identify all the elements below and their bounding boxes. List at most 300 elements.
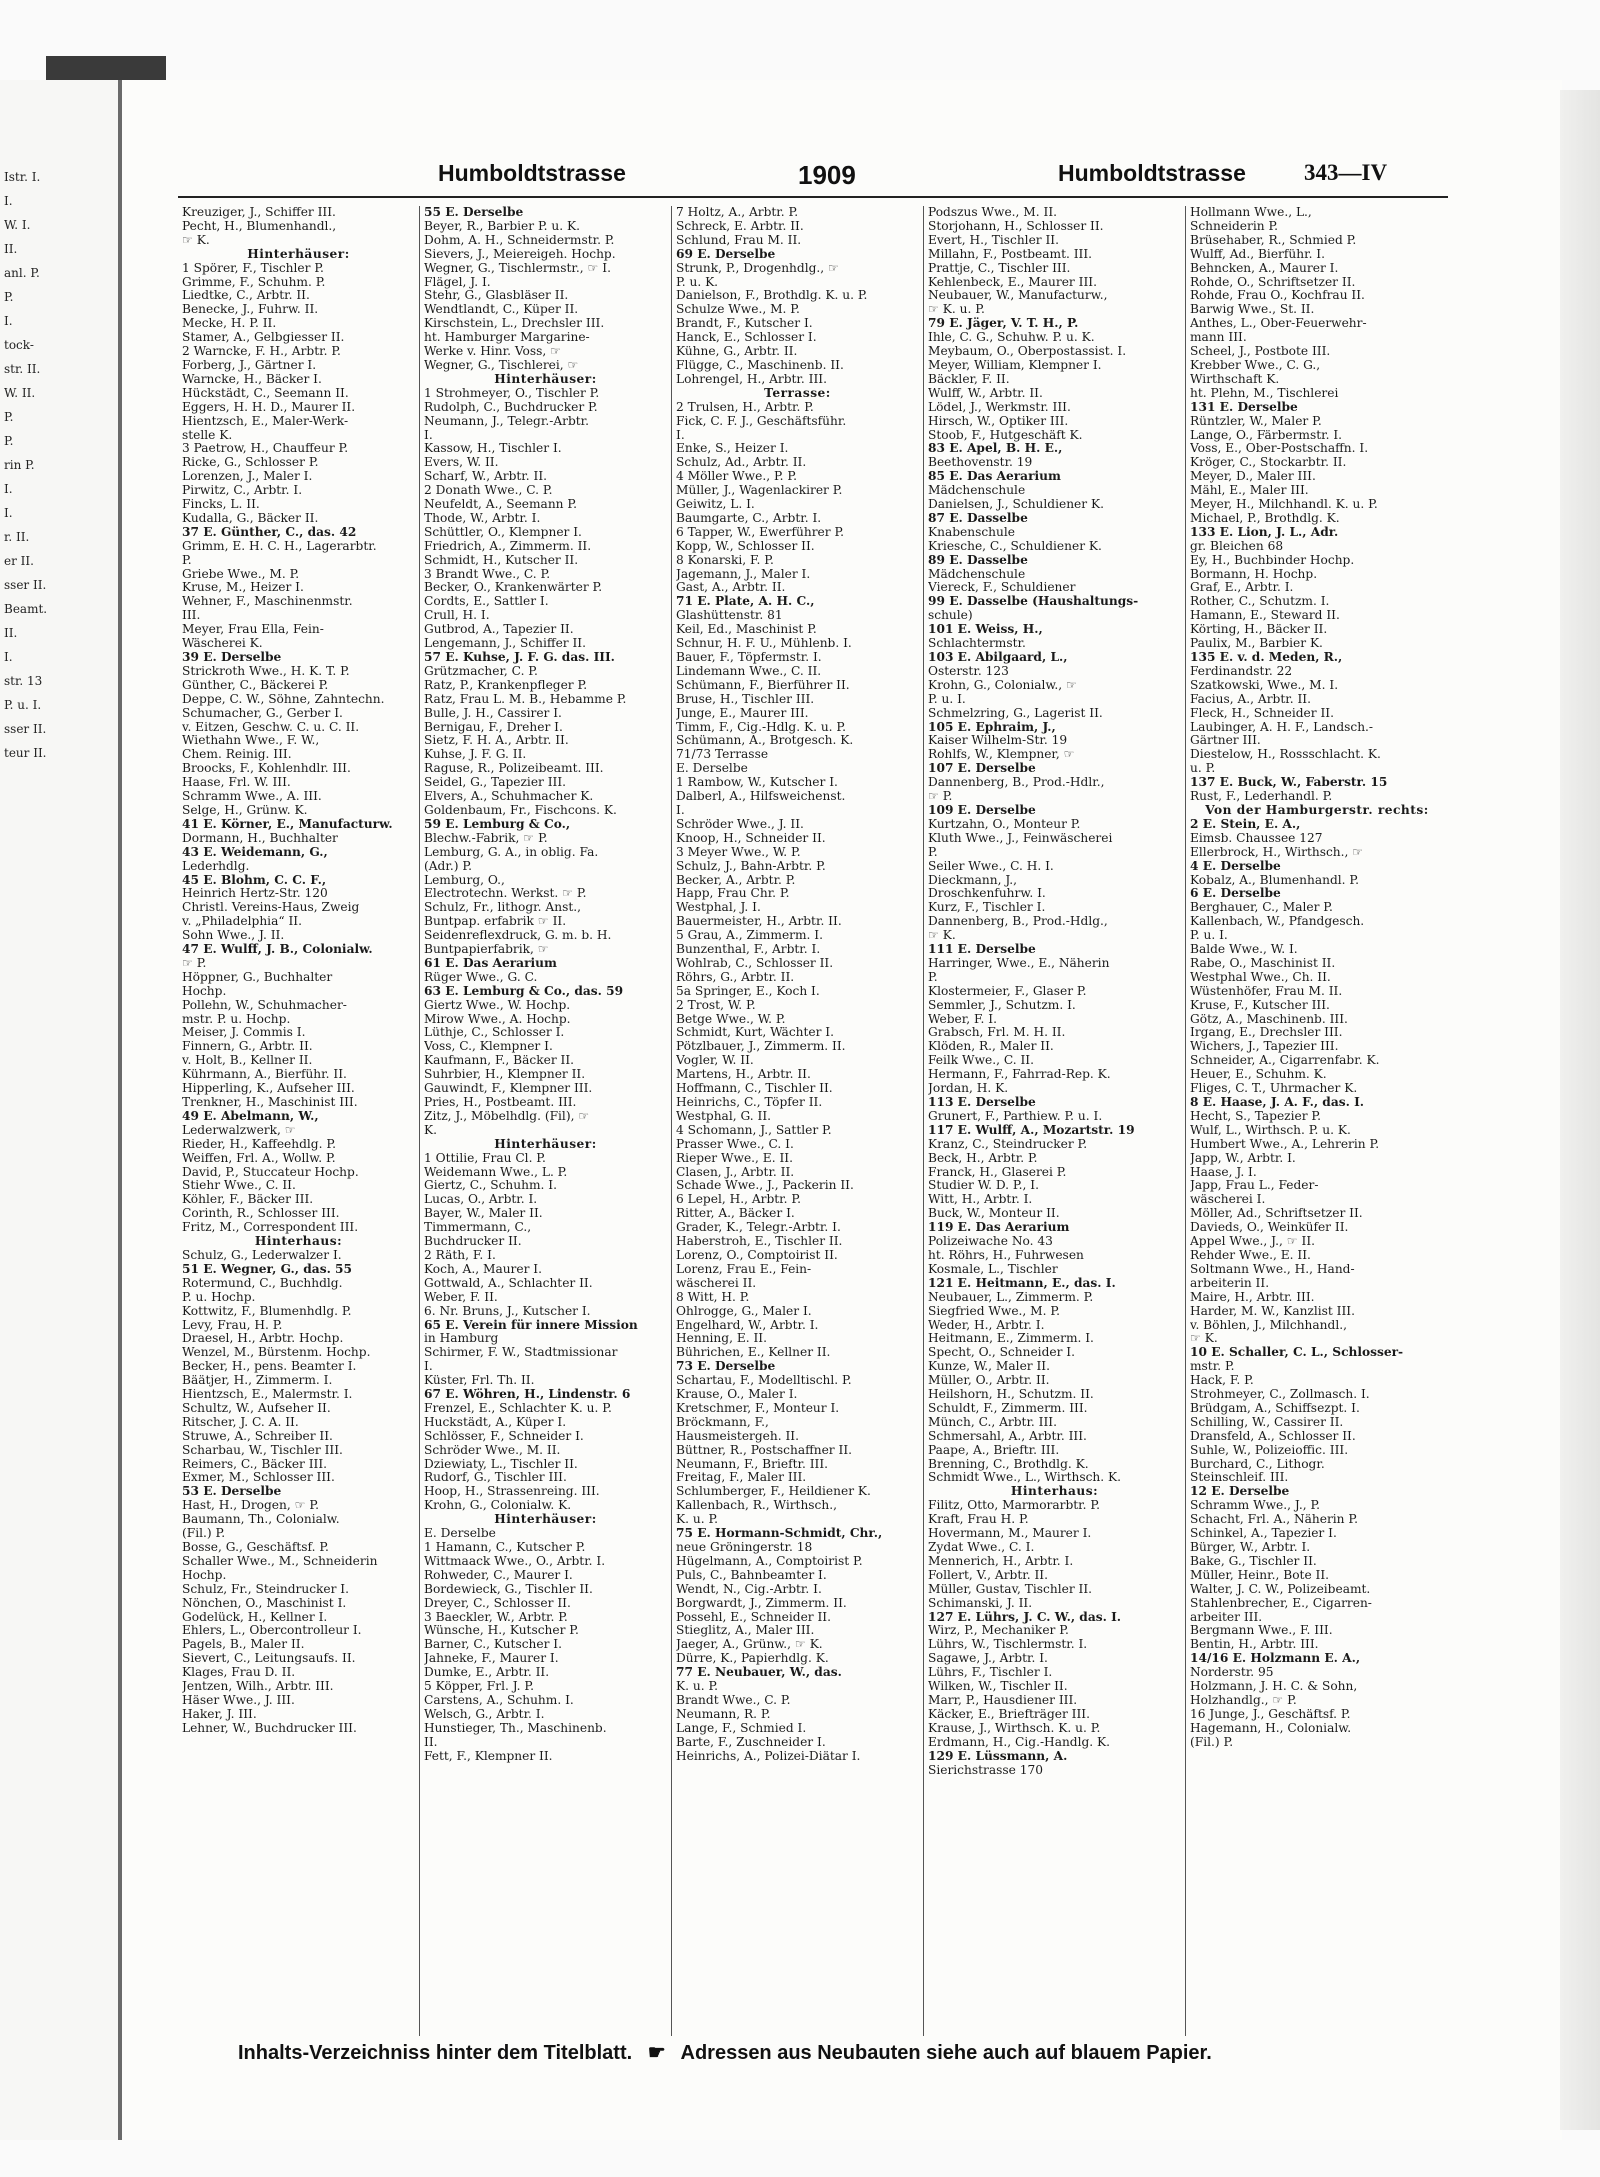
directory-entry: Fleck, H., Schneider II. (1190, 706, 1334, 720)
directory-entry: Wenzel, M., Bürstenm. Hochp. (182, 1346, 371, 1360)
directory-entry: Schade Wwe., J., Packerin II. (676, 1179, 854, 1193)
directory-entry: Buntpapierfabrik, ☞ (424, 943, 549, 957)
directory-entry: 8 Konarski, F. P. (676, 553, 774, 567)
directory-entry: Schulz, G., Lederwalzer I. (182, 1248, 342, 1262)
directory-entry: Warncke, H., Bäcker I. (182, 372, 322, 386)
directory-entry: Storjohann, H., Schlosser II. (928, 219, 1104, 233)
directory-entry: Stahlenbrecher, E., Cigarren- (1190, 1596, 1372, 1610)
directory-entry: Heuer, E., Schuhm. K. (1190, 1068, 1327, 1082)
directory-entry: Freitag, F., Maler III. (676, 1471, 807, 1485)
margin-fragment: tock- (4, 338, 34, 352)
directory-entry: Godelück, H., Kellner I. (182, 1610, 328, 1624)
margin-fragment: P. (4, 434, 14, 448)
directory-entry: Schröder Wwe., M. II. (424, 1443, 561, 1457)
directory-entry: Liedtke, C., Arbtr. II. (182, 289, 310, 303)
directory-entry: Blechw.-Fabrik, ☞ P. (424, 831, 548, 845)
directory-entry: Paulix, M., Barbier K. (1190, 637, 1323, 651)
directory-entry: Kosmale, L., Tischler (928, 1262, 1058, 1276)
directory-entry: Stehr, G., Glasbläser II. (424, 289, 569, 303)
margin-fragment: anl. P. (4, 266, 40, 280)
directory-entry: Ihle, C. G., Schuhw. P. u. K. (928, 331, 1095, 345)
directory-entry: Soltmann Wwe., H., Hand- (1190, 1262, 1355, 1276)
margin-fragment: II. (4, 242, 18, 256)
directory-entry: Schümann, A., Brotgesch. K. (676, 734, 854, 748)
directory-entry: Barte, F., Zuschneider I. (676, 1735, 826, 1749)
directory-entry: Appel Wwe., J., ☞ II. (1190, 1235, 1316, 1249)
directory-entry: Heinrichs, A., Polizei-Diätar I. (676, 1749, 861, 1763)
directory-entry: Heinrichs, C., Töpfer II. (676, 1096, 823, 1109)
directory-entry: Kaufmann, F., Bäcker II. (424, 1054, 575, 1068)
directory-entry: Strickroth Wwe., H. K. T. P. (182, 664, 350, 678)
directory-entry: Deppe, C. W., Söhne, Zahntechn. (182, 692, 385, 706)
directory-entry: Wüstenhöfer, Frau M. II. (1190, 984, 1343, 998)
directory-entry: Giertz Wwe., W. Hochp. (424, 998, 571, 1012)
directory-entry: P. u. I. (1190, 929, 1228, 943)
directory-entry: Klages, Frau D. II. (182, 1666, 296, 1680)
directory-entry: Elvers, A., Schuhmacher K. (424, 790, 594, 804)
margin-fragment: P. (4, 290, 14, 304)
directory-entry: 2 Donath Wwe., C. P. (424, 484, 553, 498)
directory-entry: Podszus Wwe., M. II. (928, 206, 1058, 219)
directory-entry: David, P., Stuccateur Hochp. (182, 1165, 359, 1179)
directory-entry: P. u. K. (676, 275, 719, 289)
directory-entry: Brüsehaber, R., Schmied P. (1190, 233, 1357, 247)
directory-entry: Lödel, J., Werkmstr. III. (928, 400, 1071, 414)
directory-entry: Diestelow, H., Rossschlacht. K. (1190, 748, 1381, 762)
directory-entry: (Fil.) P. (1190, 1735, 1234, 1749)
directory-entry: Balde Wwe., W. I. (1190, 943, 1298, 957)
directory-entry: 113 E. Derselbe (928, 1096, 1036, 1109)
directory-entry: Graf, E., Arbtr. I. (1190, 581, 1294, 595)
directory-entry: Schreck, E. Arbtr. II. (676, 219, 804, 233)
directory-entry: Bäätjer, H., Zimmerm. I. (182, 1374, 333, 1388)
directory-entry: 3 Meyer Wwe., W. P. (676, 845, 801, 859)
directory-entry: Frenzel, E., Schlachter K. u. P. (424, 1401, 612, 1415)
footer-index-note: Inhalts-Verzeichniss hinter dem Titelblatt. (238, 2042, 633, 2064)
directory-entry: Lucas, O., Arbtr. I. (424, 1193, 538, 1207)
directory-entry: Wegner, G., Tischlerei, ☞ (424, 358, 579, 372)
directory-entry: Götz, A., Maschinenb. III. (1190, 1012, 1348, 1026)
directory-entry: Dumke, E., Arbtr. II. (424, 1666, 550, 1680)
directory-entry: Krebber Wwe., C. G., (1190, 358, 1321, 372)
directory-entry: Ehlers, L., Obercontrolleur I. (182, 1624, 362, 1638)
directory-entry: 5 Köpper, Frl. J. P. (424, 1680, 535, 1694)
directory-entry: 59 E. Lemburg & Co., (424, 817, 571, 831)
directory-entry: mstr. P. (1190, 1360, 1235, 1374)
directory-entry: 127 E. Lührs, J. C. W., das. I. (928, 1610, 1122, 1624)
directory-entry: Sagawe, J., Arbtr. I. (928, 1652, 1048, 1666)
directory-entry: Röhrs, G., Arbtr. II. (676, 970, 795, 984)
directory-entry: Knoop, H., Schneider II. (676, 831, 826, 845)
directory-entry: Kudalla, G., Bäcker II. (182, 511, 319, 525)
directory-entry: Büttner, R., Postschaffner II. (676, 1443, 853, 1457)
directory-entry: Hirsch, W., Optiker III. (928, 414, 1069, 428)
directory-entry: Mirow Wwe., A. Hochp. (424, 1012, 571, 1026)
directory-entry: Dalberl, A., Hilfsweichenst. (676, 790, 846, 804)
directory-entry: Lüthje, C., Schlosser I. (424, 1026, 565, 1040)
directory-entry: 45 E. Blohm, C. C. F., (182, 873, 327, 887)
directory-entry: Lührs, F., Tischler I. (928, 1666, 1053, 1680)
directory-entry: Michael, P., Brothdlg. K. (1190, 511, 1340, 525)
directory-entry: 67 E. Wöhren, H., Lindenstr. 6 (424, 1388, 631, 1402)
directory-entry: wäscherei II. (676, 1276, 757, 1290)
directory-entry: Hanck, E., Schlosser I. (676, 331, 817, 345)
directory-entry: Weder, H., Arbtr. I. (928, 1318, 1045, 1332)
directory-entry: 121 E. Heitmann, E., das. I. (928, 1276, 1116, 1290)
directory-entry: 43 E. Weidemann, G., (182, 845, 328, 859)
directory-entry: Wendtlandt, C., Küper II. (424, 303, 579, 317)
directory-entry: III. (182, 609, 201, 623)
directory-entry: Neumann, R. P. (676, 1707, 771, 1721)
directory-entry: 73 E. Derselbe (676, 1360, 776, 1374)
directory-entry: Hamann, E., Steward II. (1190, 609, 1340, 623)
directory-entry: Wohlrab, C., Schlosser II. (676, 956, 834, 970)
directory-entry: Neubauer, W., Manufacturw., (928, 289, 1108, 303)
directory-entry: Wulff, W., Arbtr. II. (928, 386, 1043, 400)
directory-entry: Klöden, R., Maler II. (928, 1040, 1054, 1054)
directory-entry: Brüdgam, A., Schiffsezpt. I. (1190, 1401, 1360, 1415)
column-2 (420, 206, 672, 2036)
directory-entry: Rohde, Frau O., Kochfrau II. (1190, 289, 1365, 303)
directory-entry: Anthes, L., Ober-Feuerwehr- (1190, 317, 1367, 331)
directory-entry: Hollmann Wwe., L., (1190, 206, 1312, 219)
directory-entry: Lorenz, O., Comptoirist II. (676, 1248, 838, 1262)
directory-entry: Gast, A., Arbtr. II. (676, 581, 786, 595)
directory-entry: Schmelzring, G., Lagerist II. (928, 706, 1103, 720)
directory-entry: Dannenberg, B., Prod.-Hdlr., (928, 776, 1105, 790)
directory-entry: Dürre, K., Papierhdlg. K. (676, 1652, 829, 1666)
directory-entry: gr. Bleichen 68 (1190, 539, 1284, 553)
directory-entry: Wiethahn Wwe., F. W., (182, 734, 320, 748)
directory-entry: Dohm, A. H., Schneidermstr. P. (424, 233, 615, 247)
directory-entry: 41 E. Körner, E., Manufacturw. (182, 817, 393, 831)
directory-entry: Norderstr. 95 (1190, 1666, 1274, 1680)
directory-entry: Wendt, N., Cig.-Arbtr. I. (676, 1582, 822, 1596)
directory-entry: 6 Lepel, H., Arbtr. P. (676, 1193, 802, 1207)
directory-entry: Follert, V., Arbtr. II. (928, 1568, 1048, 1582)
directory-entry: Haase, Frl. W. III. (182, 776, 291, 790)
directory-entry: Reimers, C., Bäcker III. (182, 1457, 328, 1471)
directory-entry: 99 E. Dasselbe (Haushaltungs- (928, 595, 1139, 609)
directory-columns (178, 206, 1448, 2036)
directory-entry: Seidel, G., Tapezier III. (424, 776, 567, 790)
directory-entry: 129 E. Lüssmann, A. (928, 1749, 1068, 1763)
directory-entry: Hausmeistergeh. II. (676, 1429, 799, 1443)
directory-entry: Timm, F., Cig.-Hdlg. K. u. P. (676, 720, 847, 734)
directory-entry: Cordts, E., Sattler I. (424, 595, 549, 609)
directory-entry: P. u. Hochp. (182, 1290, 256, 1304)
directory-entry: 6. Nr. Bruns, J., Kutscher I. (424, 1304, 591, 1318)
directory-entry: Irgang, E., Drechsler III. (1190, 1026, 1343, 1040)
directory-entry: Forberg, J., Gärtner I. (182, 358, 317, 372)
margin-fragment: I. (4, 314, 13, 328)
directory-entry: Hügelmann, A., Comptoirist P. (676, 1554, 863, 1568)
header-page-number: 343—IV (1304, 160, 1388, 185)
directory-entry: ☞ P. (928, 790, 953, 804)
directory-entry: 7 Holtz, A., Arbtr. P. (676, 206, 799, 219)
directory-entry: Wulf, L., Wirthsch. P. u. K. (1190, 1123, 1351, 1137)
directory-entry: Müller, Heinr., Bote II. (1190, 1568, 1330, 1582)
directory-entry: Becker, H., pens. Beamter I. (182, 1360, 357, 1374)
directory-entry: Berghauer, C., Maler P. (1190, 901, 1333, 915)
directory-entry: Terrasse: (764, 386, 831, 400)
directory-entry: 10 E. Schaller, C. L., Schlosser- (1190, 1346, 1404, 1360)
directory-entry: Kröger, C., Stockarbtr. II. (1190, 456, 1347, 470)
directory-entry: Schlund, Frau M. II. (676, 233, 802, 247)
directory-entry: Bruse, H., Tischler III. (676, 692, 815, 706)
directory-entry: 4 Schomann, J., Sattler P. (676, 1123, 832, 1137)
directory-entry: 37 E. Günther, C., das. 42 (182, 525, 357, 539)
directory-entry: Westphal, G. II. (676, 1109, 772, 1123)
directory-entry: Viereck, F., Schuldiener (928, 581, 1076, 595)
directory-entry: Facius, A., Arbtr. II. (1190, 692, 1311, 706)
directory-entry: Hagemann, H., Colonialw. (1190, 1721, 1352, 1735)
directory-entry: Pagels, B., Maler II. (182, 1638, 305, 1652)
directory-entry: Neumann, J., Telegr.-Arbtr. (424, 414, 590, 428)
directory-entry: Lührs, W., Tischlermstr. I. (928, 1638, 1088, 1652)
directory-entry: 51 E. Wegner, G., das. 55 (182, 1262, 353, 1276)
directory-entry: Schinkel, A., Tapezier I. (1190, 1527, 1337, 1541)
directory-entry: Schilling, W., Cassirer II. (1190, 1415, 1344, 1429)
directory-entry: Stamer, A., Gelbgiesser II. (182, 331, 345, 345)
directory-entry: Rudolph, C., Buchdrucker P. (424, 400, 598, 414)
directory-entry: Flägel, J. I. (424, 275, 491, 289)
directory-entry: Harder, M. W., Kanzlist III. (1190, 1304, 1355, 1318)
directory-entry: Filitz, Otto, Marmorarbtr. P. (928, 1499, 1101, 1513)
directory-entry: Hinterhäuser: (494, 372, 597, 386)
directory-entry: Giertz, C., Schuhm. I. (424, 1179, 557, 1193)
directory-entry: Heilshorn, H., Schutzm. II. (928, 1388, 1094, 1402)
directory-entry: Bauermeister, H., Arbtr. II. (676, 915, 842, 929)
directory-entry: Schulz, Ad., Arbtr. II. (676, 456, 807, 470)
directory-entry: Schlösser, F., Schneider I. (424, 1429, 584, 1443)
directory-entry: Hinterhaus: (1010, 1485, 1099, 1499)
directory-entry: Ohlrogge, G., Maler I. (676, 1304, 812, 1318)
directory-entry: Körting, H., Bäcker II. (1190, 623, 1328, 637)
directory-entry: Kassow, H., Tischler I. (424, 442, 562, 456)
directory-entry: 1 Rambow, W., Kutscher I. (676, 776, 838, 790)
directory-entry: Seiler Wwe., C. H. I. (928, 859, 1054, 873)
directory-entry: Grabsch, Frl. M. H. II. (928, 1026, 1066, 1040)
directory-entry: stelle K. (182, 428, 233, 442)
directory-entry: 83 E. Apel, B. H. E., (928, 442, 1063, 456)
directory-entry: Rother, C., Schutzm. I. (1190, 595, 1330, 609)
directory-entry: Carstens, A., Schuhm. I. (424, 1693, 574, 1707)
directory-entry: Stieglitz, A., Maler III. (676, 1624, 815, 1638)
directory-entry: Heitmann, E., Zimmerm. I. (928, 1332, 1094, 1346)
directory-entry: Wittmaack Wwe., O., Arbtr. I. (424, 1554, 606, 1568)
directory-entry: 85 E. Das Aerarium (928, 470, 1061, 484)
directory-entry: Puls, C., Bahnbeamter I. (676, 1568, 827, 1582)
directory-entry: Krohn, G., Colonialw., ☞ (928, 678, 1077, 692)
directory-entry: Kottwitz, F., Blumenhdlg. P. (182, 1304, 352, 1318)
directory-entry: 87 E. Dasselbe (928, 511, 1028, 525)
directory-entry: Hinterhäuser: (494, 1137, 597, 1151)
directory-entry: Schneiderin P. (1190, 219, 1279, 233)
directory-entry: K. (424, 1123, 437, 1137)
directory-entry: Pries, H., Postbeamt. III. (424, 1096, 577, 1109)
directory-entry: Lorenz, Frau E., Fein- (676, 1262, 812, 1276)
directory-entry: Suhle, W., Polizeioffic. III. (1190, 1443, 1349, 1457)
directory-entry: Bayer, W., Maler II. (424, 1207, 543, 1221)
directory-entry: E. Derselbe (676, 762, 748, 776)
directory-entry: Thode, W., Arbtr. I. (424, 511, 541, 525)
directory-entry: Ellerbrock, H., Wirthsch., ☞ (1190, 845, 1364, 859)
directory-entry: 55 E. Derselbe (424, 206, 524, 219)
directory-entry: Schulze Wwe., M. P. (676, 303, 800, 317)
directory-entry: Broocks, F., Kohlenhdlr. III. (182, 762, 351, 776)
directory-entry: Finnern, G., Arbtr. II. (182, 1040, 313, 1054)
directory-entry: Fliges, C. T., Uhrmacher K. (1190, 1082, 1358, 1096)
directory-entry: Kreuziger, J., Schiffer III. (182, 206, 336, 219)
directory-entry: Polizeiwache No. 43 (928, 1235, 1053, 1249)
directory-entry: Wichers, J., Tapezier III. (1190, 1040, 1339, 1054)
directory-entry: Sohn Wwe., J. II. (182, 929, 285, 943)
directory-entry: Huckstädt, A., Küper I. (424, 1415, 567, 1429)
directory-entry: Von der Hamburgerstr. rechts: (1205, 803, 1429, 817)
directory-entry: Lemburg, O., (424, 873, 505, 887)
directory-entry: Kriesche, C., Schuldiener K. (928, 539, 1102, 553)
directory-entry: (Adr.) P. (424, 859, 472, 873)
directory-entry: Hinterhäuser: (494, 1513, 597, 1527)
directory-entry: Kallenbach, R., Wirthsch., (676, 1499, 837, 1513)
directory-entry: ht. Röhrs, H., Fuhrwesen (928, 1248, 1084, 1262)
directory-entry: Betge Wwe., W. P. (676, 1012, 786, 1026)
directory-entry: Crull, H. I. (424, 609, 490, 623)
directory-entry: Voss, C., Klempner I. (424, 1040, 553, 1054)
directory-entry: mann III. (1190, 331, 1247, 345)
directory-entry: Flügge, C., Maschinenb. II. (676, 358, 844, 372)
directory-entry: Strunk, P., Drogenhdlg., ☞ (676, 261, 839, 275)
directory-entry: Grader, K., Telegr.-Arbtr. I. (676, 1221, 841, 1235)
directory-entry: 71 E. Plate, A. H. C., (676, 595, 815, 609)
directory-entry: Krause, O., Maler I. (676, 1388, 798, 1402)
directory-entry: Mädchenschule (928, 567, 1026, 581)
directory-entry: v. „Philadelphia“ II. (182, 915, 302, 929)
directory-entry: Küster, Frl. Th. II. (424, 1374, 535, 1388)
directory-entry: Schneider, A., Cigarrenfabr. K. (1190, 1054, 1380, 1068)
directory-entry: 47 E. Wulff, J. B., Colonialw. (182, 943, 373, 957)
directory-entry: Bosse, G., Geschäftsf. P. (182, 1541, 329, 1554)
directory-entry: Schröder Wwe., J. II. (676, 817, 804, 831)
directory-entry: Feilk Wwe., C. II. (928, 1054, 1034, 1068)
directory-entry: Krause, J., Wirthsch. K. u. P. (928, 1721, 1101, 1735)
directory-entry: Mennerich, H., Arbtr. I. (928, 1554, 1074, 1568)
directory-entry: ht. Hamburger Margarine- (424, 331, 590, 345)
directory-entry: Bröckmann, F., (676, 1415, 769, 1429)
directory-entry: ☞ K. (1190, 1332, 1218, 1346)
directory-entry: Hipperling, K., Aufseher III. (182, 1082, 355, 1096)
directory-entry: Neumann, F., Brieftr. III. (676, 1457, 829, 1471)
directory-entry: Buck, W., Monteur II. (928, 1207, 1060, 1221)
directory-entry: Glashüttenstr. 81 (676, 609, 783, 623)
directory-entry: Danielson, F., Brothdlg. K. u. P. (676, 289, 868, 303)
directory-entry: Gärtner III. (1190, 734, 1261, 748)
directory-entry: Hientzsch, E., Malermstr. I. (182, 1388, 353, 1402)
directory-entry: Käcker, E., Briefträger III. (928, 1707, 1090, 1721)
directory-entry: Henning, E. II. (676, 1332, 767, 1346)
directory-entry: Bernigau, F., Dreher I. (424, 720, 563, 734)
directory-entry: Pötzlbauer, J., Zimmerm. II. (676, 1040, 846, 1054)
directory-entry: Schmidt, H., Kutscher II. (424, 553, 579, 567)
directory-entry: Prattje, C., Tischler III. (928, 261, 1071, 275)
directory-entry: Osterstr. 123 (928, 664, 1009, 678)
directory-entry: I. (676, 803, 685, 817)
directory-entry: Laubinger, A. H. F., Landsch.- (1190, 720, 1374, 734)
directory-entry: Barwig Wwe., St. II. (1190, 303, 1315, 317)
margin-fragment: I. (4, 194, 13, 208)
directory-entry: I. (676, 428, 685, 442)
margin-fragment: teur II. (4, 746, 47, 760)
directory-entry: Zitz, J., Möbelhdlg. (Fil), ☞ (424, 1109, 590, 1123)
directory-entry: ☞ K. (182, 233, 210, 247)
header-street-right: Humboldtstrasse (1058, 160, 1246, 186)
directory-entry: Schmidt Wwe., L., Wirthsch. K. (928, 1471, 1122, 1485)
directory-entry: Lengemann, J., Schiffer II. (424, 637, 586, 651)
directory-entry: 39 E. Derselbe (182, 651, 282, 664)
column-3 (672, 206, 924, 2036)
directory-entry: Friedrich, A., Zimmerm. II. (424, 539, 592, 553)
directory-entry: Kobalz, A., Blumenhandl. P. (1190, 873, 1360, 887)
directory-entry: Bormann, H. Hochp. (1190, 567, 1318, 581)
directory-entry: ☞ K. (928, 929, 956, 943)
directory-entry: Schartau, F., Modelltischl. P. (676, 1374, 852, 1388)
directory-entry: Knabenschule (928, 525, 1015, 539)
directory-entry: Kuhse, J. F. G. II. (424, 748, 527, 762)
directory-entry: Kirschstein, L., Drechsler III. (424, 317, 605, 331)
directory-entry: P. (182, 553, 192, 567)
directory-entry: Kruse, M., Heizer I. (182, 581, 304, 595)
directory-entry: E. Derselbe (424, 1527, 496, 1541)
directory-entry: Rohlfs, W., Klempner, ☞ (928, 748, 1075, 762)
directory-entry: 117 E. Wulff, A., Mozartstr. 19 (928, 1123, 1135, 1137)
directory-entry: Schuldt, F., Zimmerm. III. (928, 1401, 1088, 1415)
directory-entry: Gutbrod, A., Tapezier II. (424, 623, 574, 637)
directory-entry: Nönchen, O., Maschinist I. (182, 1596, 347, 1610)
directory-entry: Häser Wwe., J. III. (182, 1693, 295, 1707)
directory-entry: Hientzsch, E., Maler-Werk- (182, 414, 349, 428)
margin-fragment: I. (4, 482, 13, 496)
directory-entry: Scharf, W., Arbtr. II. (424, 470, 548, 484)
directory-entry: Buchdrucker II. (424, 1235, 522, 1249)
directory-entry: Schumacher, G., Gerber I. (182, 706, 343, 720)
directory-entry: Rieder, H., Kaffeehdlg. P. (182, 1137, 336, 1151)
directory-entry: Schnur, H. F. U., Mühlenb. I. (676, 637, 852, 651)
directory-entry: Rudorf, G., Tischler III. (424, 1471, 567, 1485)
directory-entry: Hochp. (182, 984, 227, 998)
directory-entry: Christl. Vereins-Haus, Zweig (182, 901, 360, 915)
directory-entry: Lederhdlg. (182, 859, 250, 873)
directory-entry: Werke v. Hinr. Voss, ☞ (424, 345, 562, 359)
directory-entry: Baumann, Th., Colonialw. (182, 1513, 340, 1527)
directory-entry: 12 E. Derselbe (1190, 1485, 1290, 1499)
directory-entry: Lohrengel, H., Arbtr. III. (676, 372, 827, 386)
directory-entry: Dieckmann, J., (928, 873, 1018, 887)
directory-entry: 49 E. Abelmann, W., (182, 1109, 319, 1123)
directory-entry: Brandt Wwe., C. P. (676, 1693, 791, 1707)
directory-entry: Schramm Wwe., J., P. (1190, 1499, 1321, 1513)
directory-entry: Kretschmer, F., Monteur I. (676, 1401, 840, 1415)
directory-entry: Vogler, W. II. (676, 1054, 754, 1068)
directory-entry: 75 E. Hormann-Schmidt, Chr., (676, 1527, 883, 1541)
directory-entry: 2 Warncke, F. H., Arbtr. P. (182, 345, 341, 359)
directory-entry: (Fil.) P. (182, 1527, 226, 1541)
directory-entry: Sievert, C., Leitungsaufs. II. (182, 1652, 356, 1666)
directory-entry: Schimanski, J. II. (928, 1596, 1033, 1610)
directory-entry: Bührichen, E., Kellner II. (676, 1346, 831, 1360)
directory-entry: Schümann, F., Bierführer II. (676, 678, 850, 692)
directory-entry: P. (928, 970, 938, 984)
